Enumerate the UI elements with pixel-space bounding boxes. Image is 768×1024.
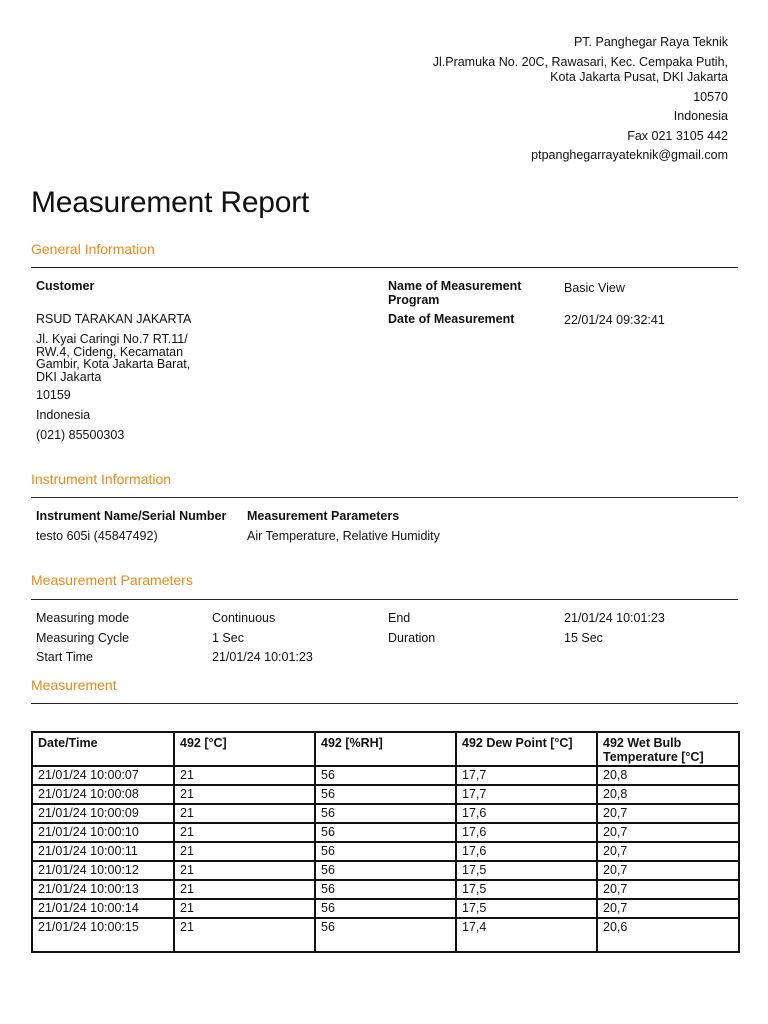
cell-humidity: 56 — [315, 823, 456, 842]
divider — [31, 497, 738, 498]
program-label-line: Name of Measurement — [388, 279, 522, 293]
cell-humidity: 56 — [315, 918, 456, 952]
column-header-datetime: Date/Time — [32, 732, 174, 766]
cell-datetime: 21/01/24 10:00:12 — [32, 861, 174, 880]
table-row — [32, 823, 739, 842]
instrument-name-label: Instrument Name/Serial Number — [36, 509, 227, 523]
divider — [31, 703, 738, 704]
instrument-params-label: Measurement Parameters — [247, 509, 400, 523]
measuring-mode-value: Continuous — [212, 611, 276, 625]
cell-datetime: 21/01/24 10:00:09 — [32, 804, 174, 823]
company-address-line2: Kota Jakarta Pusat, DKI Jakarta — [550, 69, 728, 84]
cell-temperature: 21 — [174, 823, 315, 842]
cell-wet-bulb: 20,7 — [597, 861, 739, 880]
page-title: Measurement Report — [31, 186, 310, 219]
program-label — [388, 279, 521, 307]
customer-address-line: Jl. Kyai Caringi No.7 RT.11/ — [36, 332, 188, 346]
cell-temperature: 21 — [174, 861, 315, 880]
customer-postal-code: 10159 — [36, 388, 71, 402]
company-postal-code: 10570 — [693, 89, 728, 104]
measurement-table — [31, 731, 740, 953]
start-time-value: 21/01/24 10:01:23 — [212, 650, 313, 664]
instrument-name-value: testo 605i (45847492) — [36, 529, 158, 543]
cell-datetime: 21/01/24 10:00:07 — [32, 766, 174, 785]
column-header-temperature: 492 [°C] — [174, 732, 315, 766]
cell-wet-bulb: 20,7 — [597, 899, 739, 918]
customer-phone: (021) 85500303 — [36, 428, 125, 442]
cell-temperature: 21 — [174, 804, 315, 823]
table-row — [32, 918, 739, 952]
divider — [31, 599, 738, 600]
cell-datetime: 21/01/24 10:00:15 — [32, 918, 174, 952]
cell-humidity: 56 — [315, 804, 456, 823]
company-header — [328, 35, 728, 168]
column-header-dew-point: 492 Dew Point [°C] — [456, 732, 597, 766]
cell-temperature: 21 — [174, 785, 315, 804]
customer-address-line: RW.4, Cideng, Kecamatan — [36, 344, 184, 359]
measuring-mode-label: Measuring mode — [36, 611, 130, 625]
table-row — [32, 880, 739, 899]
section-title-parameters: Measurement Parameters — [31, 572, 193, 588]
cell-temperature: 21 — [174, 899, 315, 918]
cell-humidity: 56 — [315, 861, 456, 880]
cell-humidity: 56 — [315, 842, 456, 861]
company-country: Indonesia — [673, 109, 728, 123]
cell-humidity: 56 — [315, 766, 456, 785]
table-row — [32, 804, 739, 823]
duration-value: 15 Sec — [564, 631, 603, 645]
cell-datetime: 21/01/24 10:00:11 — [32, 842, 174, 861]
cell-wet-bulb: 20,8 — [597, 766, 739, 785]
date-label: Date of Measurement — [388, 312, 515, 326]
company-name: PT. Panghegar Raya Teknik — [573, 35, 728, 49]
table-row — [32, 861, 739, 880]
table-header-row — [32, 732, 739, 766]
date-value: 22/01/24 09:32:41 — [564, 313, 665, 327]
cell-datetime: 21/01/24 10:00:13 — [32, 880, 174, 899]
cell-wet-bulb: 20,6 — [597, 918, 739, 952]
instrument-params-value: Air Temperature, Relative Humidity — [247, 529, 440, 543]
measuring-cycle-label: Measuring Cycle — [36, 631, 130, 645]
cell-datetime: 21/01/24 10:00:08 — [32, 785, 174, 804]
cell-humidity: 56 — [315, 880, 456, 899]
customer-country: Indonesia — [36, 408, 91, 422]
customer-address-line: DKI Jakarta — [36, 369, 102, 384]
cell-temperature: 21 — [174, 918, 315, 952]
end-label: End — [388, 611, 411, 625]
cell-dew-point: 17,6 — [456, 804, 597, 823]
cell-humidity: 56 — [315, 785, 456, 804]
cell-datetime: 21/01/24 10:00:10 — [32, 823, 174, 842]
divider — [31, 267, 738, 268]
cell-dew-point: 17,6 — [456, 842, 597, 861]
cell-dew-point: 17,4 — [456, 918, 597, 952]
table-body — [32, 766, 739, 952]
cell-dew-point: 17,5 — [456, 880, 597, 899]
table-row — [32, 785, 739, 804]
duration-label: Duration — [388, 631, 436, 645]
cell-dew-point: 17,5 — [456, 899, 597, 918]
cell-wet-bulb: 20,7 — [597, 823, 739, 842]
customer-address — [36, 333, 190, 383]
company-address — [328, 55, 728, 85]
section-title-instrument: Instrument Information — [31, 471, 172, 487]
cell-temperature: 21 — [174, 880, 315, 899]
cell-temperature: 21 — [174, 842, 315, 861]
program-value: Basic View — [564, 281, 625, 295]
cell-dew-point: 17,7 — [456, 785, 597, 804]
program-label-line: Program — [388, 293, 440, 307]
company-email: ptpanghegarrayateknik@gmail.com — [531, 148, 728, 162]
table-row — [32, 842, 739, 861]
cell-dew-point: 17,5 — [456, 861, 597, 880]
end-value: 21/01/24 10:01:23 — [564, 611, 665, 625]
cell-datetime: 21/01/24 10:00:14 — [32, 899, 174, 918]
table-row — [32, 766, 739, 785]
customer-address-line: Gambir, Kota Jakarta Barat, — [36, 357, 191, 371]
customer-name: RSUD TARAKAN JAKARTA — [36, 312, 192, 326]
table-row — [32, 899, 739, 918]
cell-humidity: 56 — [315, 899, 456, 918]
section-title-general: General Information — [31, 241, 155, 257]
start-time-label: Start Time — [36, 650, 93, 664]
cell-dew-point: 17,7 — [456, 766, 597, 785]
column-header-wet-bulb: 492 Wet Bulb Temperature [°C] — [597, 732, 739, 766]
measuring-cycle-value: 1 Sec — [212, 631, 244, 645]
cell-wet-bulb: 20,7 — [597, 880, 739, 899]
cell-wet-bulb: 20,7 — [597, 804, 739, 823]
customer-label: Customer — [36, 279, 95, 293]
company-fax: Fax 021 3105 442 — [627, 128, 728, 143]
cell-dew-point: 17,6 — [456, 823, 597, 842]
section-title-measurement: Measurement — [31, 677, 117, 693]
column-header-humidity: 492 [%RH] — [315, 732, 456, 766]
cell-wet-bulb: 20,8 — [597, 785, 739, 804]
cell-temperature: 21 — [174, 766, 315, 785]
company-address-line1: Jl.Pramuka No. 20C, Rawasari, Kec. Cempaka Putih, — [432, 54, 728, 69]
cell-wet-bulb: 20,7 — [597, 842, 739, 861]
